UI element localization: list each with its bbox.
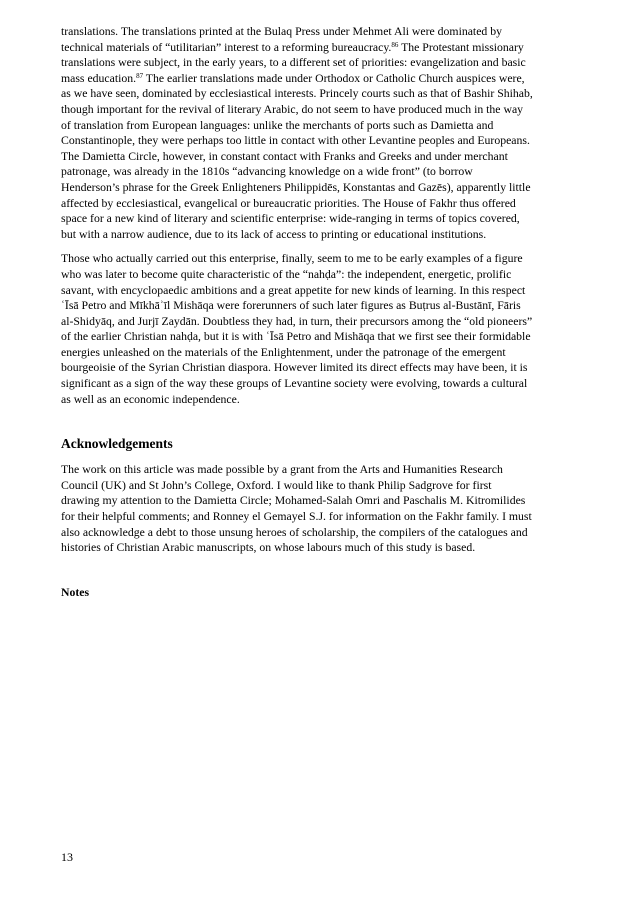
text-line: Those who actually carried out this enterprise, finally, seem to me to be early examples of a figure [61,252,523,266]
text-line: Council (UK) and St John’s College, Oxford. I would like to thank Philip Sadgrove for first [61,478,492,492]
section-gap [61,556,581,586]
text-line: Constantinople, they were perhaps too little in contact with other Levantine peoples and Europeans. [61,134,530,148]
text-line: The Damietta Circle, however, in constant contact with Franks and Greeks and under merchant [61,149,508,163]
text-run: mass education. [61,71,137,85]
text-line [61,40,581,56]
text-line: ʿĪsā Petro and Mīkhāʾīl Mishāqa were forerunners of such later figures as Buṭrus al-Bustānī, Fāris [61,299,521,313]
footnote-ref-86[interactable]: 86 [391,40,399,49]
text-line: also acknowledge a debt to those unsung heroes of scholarship, the compilers of the catalogues and [61,525,528,539]
text-line: Henderson’s phrase for the Greek Enlighteners Philippidēs, Konstantas and Gazēs), apparently little [61,180,531,194]
text-line [61,71,581,87]
acknowledgements-heading: Acknowledgements [61,436,173,452]
acknowledgements-paragraph [61,462,581,556]
text-line: space for a new kind of literary and scientific enterprise: wide-ranging in terms of topics covered, [61,212,520,226]
text-line: al-Shidyāq, and Jurjī Zaydān. Doubtless they had, in turn, their precursors among the “old pioneers” [61,314,533,328]
heading-gap [61,452,581,462]
text-line: savant, with encyclopaedic ambitions and a great appetite for new kinds of learning. In this respect [61,283,526,297]
text-line: though important for the revival of literary Arabic, do not seem to have produced much in the way [61,102,524,116]
footnote-ref-87[interactable]: 87 [136,71,144,80]
text-line: for their helpful comments; and Ronney el Gemayel S.J. for information on the Fakhr family. I must [61,510,532,524]
text-line: as we have seen, dominated by ecclesiastical interests. Princely courts such as that of Bashir Shihab, [61,87,533,101]
text-line: bourgeoisie of the Syrian Christian diaspora. However limited its direct effects may have been, it is [61,361,528,375]
text-line: of translation from European languages: unlike the merchants of ports such as Damietta and [61,118,494,132]
body-paragraph-2 [61,251,581,407]
text-line: of the earlier Christian nahḍa, but it is with ʿĪsā Petro and Mishāqa that we first see their formidable [61,330,531,344]
page-number: 13 [61,850,73,864]
text-run: technical materials of “utilitarian” interest to a reforming bureaucracy. [61,40,392,54]
notes-heading: Notes [61,585,90,599]
text-line: affected by ecclesiastical, evangelical or bureaucratic priorities. The House of Fakhr thus offered [61,196,516,210]
text-line: translations. The translations printed at the Bulaq Press under Mehmet Ali were dominated by [61,25,502,38]
body-paragraph-1 [61,24,581,242]
text-line: who was later to become quite characteristic of the “nahḍa”: the independent, energetic, prolific [61,267,512,281]
page-content [61,24,581,599]
text-run: The Protestant missionary [398,40,524,54]
text-run: The earlier translations made under Orthodox or Catholic Church auspices were, [143,71,525,85]
text-line: The work on this article was made possible by a grant from the Arts and Humanities Research [61,463,503,477]
text-line: histories of Christian Arabic manuscripts, on whose labours much of this study is based. [61,541,476,555]
text-line: patronage, was already in the 1810s “advancing knowledge on a wide front” (to borrow [61,165,473,179]
section-gap [61,407,581,436]
text-line: drawing my attention to the Damietta Circle; Mohamed-Salah Omri and Paschalis M. Kitromilides [61,494,526,508]
text-line: as well as an economic independence. [61,392,240,406]
text-line: energies unleashed on the materials of the Enlightenment, under the patronage of the emergent [61,345,506,359]
text-line: significant as a sign of the way these groups of Levantine society were evolving, towards a cultural [61,377,528,391]
text-line: but with a narrow audience, due to its lack of access to printing or educational institutions. [61,227,487,241]
text-line: translations were subject, in the early years, to a different set of priorities: evangelization and basic [61,56,526,70]
paragraph-gap [61,242,581,251]
